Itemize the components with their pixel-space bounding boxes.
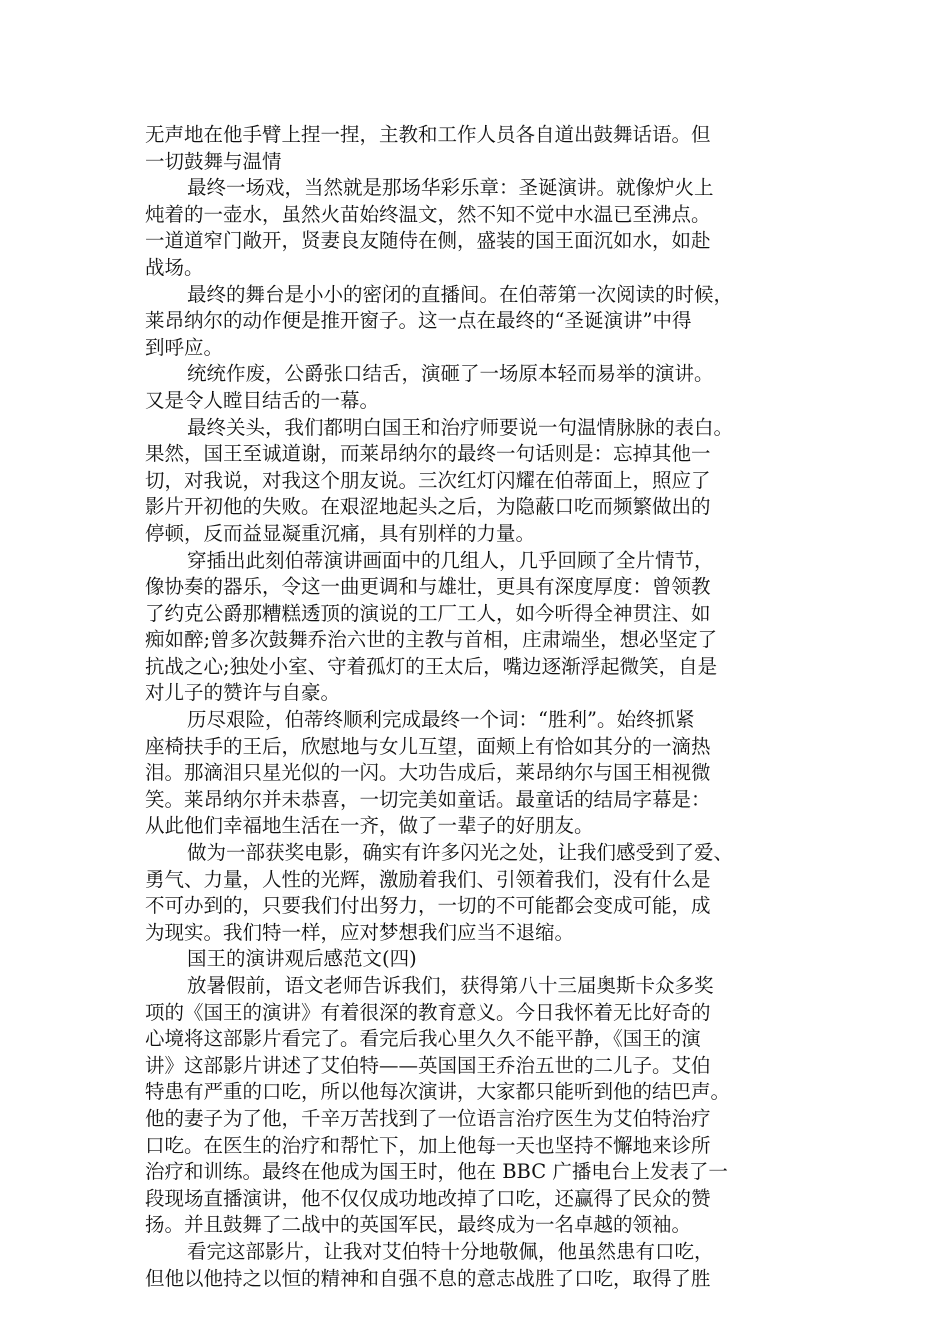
text-line: 段现场直播演讲，他不仅仅成功地改掉了口吃，还赢得了民众的赞	[145, 1186, 711, 1210]
text-line: 国王的演讲观后感范文(四)	[187, 947, 417, 971]
text-line: 历尽艰险，伯蒂终顺利完成最终一个词：“胜利”。始终抓紧	[187, 708, 695, 732]
text-line: 勇气、力量，人性的光辉，激励着我们、引领着我们，没有什么是	[145, 867, 711, 891]
text-line: 战场。	[145, 255, 204, 279]
text-line: 口吃。在医生的治疗和帮忙下，加上他每一天也坚持不懈地来诊所	[145, 1133, 711, 1157]
text-line: 果然，国王至诚道谢，而莱昂纳尔的最终一句话则是：忘掉其他一	[145, 442, 711, 466]
text-line: 特患有严重的口吃，所以他每次演讲，大家都只能听到他的结巴声。	[145, 1080, 731, 1104]
text-line: 做为一部获奖电影，确实有许多闪光之处，让我们感受到了爱、	[187, 841, 734, 865]
text-line: 最终一场戏，当然就是那场华彩乐章：圣诞演讲。就像炉火上	[187, 176, 714, 200]
text-line: 最终关头，我们都明白国王和治疗师要说一句温情脉脉的表白。	[187, 415, 734, 439]
text-line: 为现实。我们特一样，应对梦想我们应当不退缩。	[145, 920, 575, 944]
text-line: 又是令人瞠目结舌的一幕。	[145, 388, 380, 412]
text-line: 无声地在他手臂上捏一捏，主教和工作人员各自道出鼓舞话语。但	[145, 123, 711, 146]
text-line: 泪。那滴泪只星光似的一闪。大功告成后，莱昂纳尔与国王相视微	[145, 761, 711, 785]
text-line: 穿插出此刻伯蒂演讲画面中的几组人，几乎回顾了全片情节，	[187, 548, 714, 572]
text-line: 但他以他持之以恒的精神和自强不息的意志战胜了口吃，取得了胜	[145, 1266, 711, 1290]
text-line: 扬。并且鼓舞了二战中的英国军民，最终成为一名卓越的领袖。	[145, 1213, 692, 1237]
text-line: 抗战之心;独处小室、守着孤灯的王太后，嘴边逐渐浮起微笑，自是	[145, 654, 718, 678]
text-line: 最终的舞台是小小的密闭的直播间。在伯蒂第一次阅读的时候，	[187, 282, 734, 306]
text-line: 讲》这部影片讲述了艾伯特——英国国王乔治五世的二儿子。艾伯	[145, 1053, 711, 1077]
text-line: 治疗和训练。最终在他成为国王时，他在 BBC 广播电台上发表了一	[145, 1160, 728, 1184]
text-line: 统统作废，公爵张口结舌，演砸了一场原本轻而易举的演讲。	[187, 362, 714, 386]
text-line: 从此他们幸福地生活在一齐，做了一辈子的好朋友。	[145, 814, 594, 838]
text-line: 到呼应。	[145, 335, 224, 359]
text-line: 他的妻子为了他，千辛万苦找到了一位语言治疗医生为艾伯特治疗	[145, 1106, 711, 1130]
text-line: 莱昂纳尔的动作便是推开窗子。这一点在最终的“圣诞演讲”中得	[145, 309, 692, 333]
text-line: 了约克公爵那糟糕透顶的演说的工厂工人，如今听得全神贯注、如	[145, 601, 711, 625]
text-line: 影片开初他的失败。在艰涩地起头之后，为隐蔽口吃而频繁做出的	[145, 495, 711, 519]
text-line: 炖着的一壶水，虽然火苗始终温文，然不知不觉中水温已至沸点。	[145, 202, 711, 226]
text-line: 看完这部影片，让我对艾伯特十分地敬佩，他虽然患有口吃，	[187, 1239, 714, 1263]
text-line: 放暑假前，语文老师告诉我们，获得第八十三届奥斯卡众多奖	[187, 974, 714, 997]
text-line: 对儿子的赞许与自豪。	[145, 681, 341, 705]
text-line: 笑。莱昂纳尔并未恭喜，一切完美如童话。最童话的结局字幕是：	[145, 787, 711, 811]
text-line: 像协奏的器乐，令这一曲更调和与雄壮，更具有深度厚度：曾领教	[145, 575, 711, 599]
text-line: 切，对我说，对我这个朋友说。三次红灯闪耀在伯蒂面上，照应了	[145, 468, 711, 492]
text-line: 一切鼓舞与温情	[145, 149, 282, 173]
text-line: 痴如醉;曾多次鼓舞乔治六世的主教与首相，庄肃端坐，想必坚定了	[145, 628, 718, 652]
text-line: 座椅扶手的王后，欣慰地与女儿互望，面颊上有恰如其分的一滴热	[145, 734, 711, 758]
text-line: 心境将这部影片看完了。看完后我心里久久不能平静，《国王的演	[145, 1027, 701, 1051]
text-line: 不可办到的，只要我们付出努力，一切的不可能都会变成可能，成	[145, 894, 711, 918]
document-page	[145, 122, 805, 1292]
text-line: 项的《国王的演讲》有着很深的教育意义。今日我怀着无比好奇的	[145, 1000, 711, 1024]
text-line: 停顿，反而益显凝重沉痛，具有别样的力量。	[145, 521, 536, 545]
text-line: 一道道窄门敞开，贤妻良友随侍在侧，盛装的国王面沉如水，如赴	[145, 229, 711, 253]
